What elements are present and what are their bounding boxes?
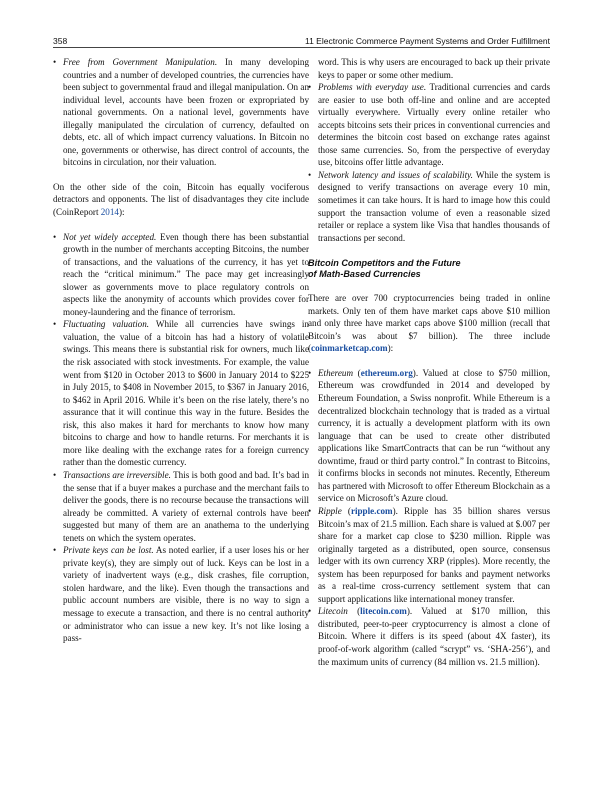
paren-open: ( — [347, 606, 361, 617]
list-item — [308, 169, 550, 244]
left-column — [53, 56, 309, 645]
section-heading-line-2: of Math-Based Currencies — [308, 269, 421, 280]
bullet-text: In many developing countries and a number of developed countries, the currencies have been subject to governmental fraud and illegal manipulation. On an individual level, accounts have been frozen or expropriated by national governments. On a national level, governments have illegally manipulated the circulation of currency, defaulted on debts, etc. all of which impact currency valuations. In Bitcoin no one, governments or otherwise, has direct control of accounts, the bitcoins in circulation, nor their valuation. — [63, 57, 309, 168]
list-item — [53, 231, 309, 319]
right-column — [308, 56, 550, 668]
bullet-term: Private keys can be lost. — [63, 545, 154, 556]
list-item — [308, 367, 550, 505]
list-item — [308, 505, 550, 605]
section-heading-line-1: Bitcoin Competitors and the Future — [308, 258, 461, 269]
list-item — [53, 544, 309, 644]
running-head: 11 Electronic Commerce Payment Systems and Order Fulfillment — [304, 36, 550, 46]
citation-link[interactable]: 2014 — [100, 207, 119, 218]
intro-paragraph — [53, 181, 309, 219]
section-paragraph-text: There are over 700 cryptocurrencies being traded in online markets. Only ten of them have market caps above $10 million and only three have market caps above $100 million (recall that Bitcoin’s was about $7 billion). The three include ( — [308, 293, 550, 354]
continuation-text: word. This is why users are encouraged to back up their private keys to paper or some other medium. — [318, 57, 550, 80]
header-rule — [53, 47, 550, 48]
section-paragraph — [308, 292, 550, 355]
bullet-term: Problems with everyday use. — [318, 82, 427, 93]
list-item — [53, 469, 309, 544]
paren-open: ( — [341, 505, 351, 516]
page-number: 358 — [53, 36, 68, 46]
bullet-text: Traditional currencies and cards are easier to use both off-line and online and are accepted virtually everywhere. Virtually every online retailer who accepts bitcoins sets their prices in conventional currencies and determines the bitcoin cost based on exchange rates against those same currencies. So, from the perspective of everyday use, bitcoins offer little advantage. — [318, 82, 550, 168]
list-item — [308, 81, 550, 169]
bullet-text: ). Ripple has 35 billion shares versus Bitcoin’s max of 21.5 million. Each share is valued at $.007 per share for a market cap close to $230 million. Ripple was originally targeted as a distributed, open source, consensus ledger with its own currency XRP (ripples). More recently, the system has been repurposed for banks and payment networks as a real-time cross-currency settlement system that can support applications like international money transfer. — [318, 505, 550, 604]
paren-open: ( — [353, 367, 361, 378]
disadvantages-list-cont — [308, 81, 550, 244]
section-heading — [308, 258, 550, 280]
bullet-text: ). Valued at close to $750 million, Ethereum was crowdfunded in 2014 and developed by Ethereum Foundation, a Swiss nonprofit. While Ethereum is a decentralized blockchain technology that is traded as a virtual currency, it is actually a development platform with its own language that can be used to create other distributed applications like SmartContracts that can be run “without any downtime, fraud or third party control.” In contrast to Bitcoins, it confirms blocks in seconds not minutes. Recently, Ethereum has partnered with Microsoft to offer Ethereum Blockchain as a service on Microsoft’s Azure cloud. — [318, 367, 550, 504]
bullet-text: Even though there has been substantial growth in the number of merchants accepting Bitcoins, the number of transactions, and the valuations of the currency, it has yet to reach the “critical minimum.” The pace may get increasingly slower as governments move to place regulatory controls on aspects like the anonymity of accounts which provides cover for money-laundering and the finance of terrorism. — [63, 231, 309, 317]
advantages-list-end — [53, 56, 309, 169]
bullet-term: Transactions are irreversible. — [63, 469, 171, 480]
competitors-list — [308, 367, 550, 668]
ethereum-link[interactable]: ethereum.org — [360, 367, 413, 378]
list-item — [308, 605, 550, 668]
ripple-link[interactable]: ripple.com — [350, 505, 393, 516]
list-item — [53, 318, 309, 469]
litecoin-link[interactable]: litecoin.com — [360, 606, 407, 617]
bullet-text: While all currencies have swings in valuation, the value of a bitcoin has had a history of volatile swings. This means there is substantial risk for owners, much like the risk associated with stock investments. For example, the value went from $120 in October 2013 to $600 in January 2014 to $225 in July 2015, to $408 in November 2015, to $367 in January 2016, to $462 in April 2016. While it’s been on the rise lately, there’s no assurance that it will continue this way in the future. Besides the risk, this also makes it hard for merchants to know how many bitcoins to charge and how to handle returns. For merchants it is more like dealing with the exchange rates for a foreign currency rather than the domestic currency. — [63, 319, 309, 468]
bullet-term: Not yet widely accepted. — [63, 231, 157, 242]
bullet-text: While the system is designed to verify transactions on average every 10 min, sometimes it can take hours. It is hard to image how this could support the transaction volume of even a reasonable sized retailer or replace a system like Visa that handles thousands of transactions per second. — [318, 169, 550, 243]
bullet-term: Fluctuating valuation. — [63, 319, 150, 330]
bullet-term: Network latency and issues of scalability. — [318, 169, 473, 180]
bullet-text: As noted earlier, if a user loses his or her private key(s), they are simply out of luck. Keys can be lost in a variety of inadvertent ways (e.g., disk crashes, file corruption, stolen hardware, and the like). Even though the transactions and public account numbers are visible, there is no way to sign a message to execute a transaction, and there is no central authority or administrator who can issue a new key. It’s not like losing a pass- — [63, 545, 309, 644]
bullet-term: Ethereum — [318, 367, 354, 378]
bullet-text: This is both good and bad. It’s bad in the sense that if a buyer makes a purchase and the merchant fails to deliver the goods, there is no recourse because the transactions will already be committed. A variety of external controls have been suggested but many of them are an anathema to the underlying tenets on which the system operates. — [63, 469, 309, 543]
coinmarketcap-link[interactable]: coinmarketcap.com — [311, 343, 388, 354]
intro-text-end: ): — [118, 207, 125, 218]
bullet-text: ). Valued at $170 million, this distributed, peer-to-peer cryptocurrency is almost a clone of Bitcoin. Where it differs is its speed (about 4X faster), its proof-of-work algorithm (called “scrypt” vs. ‘SHA-256’), and the maximum units of currency (84 million vs. 21.5 million). — [318, 606, 550, 667]
bullet-term: Ripple — [318, 505, 342, 516]
section-paragraph-end: ): — [387, 343, 394, 354]
disadvantages-list — [53, 231, 309, 645]
bullet-term: Free from Government Manipulation. — [63, 57, 218, 67]
bullet-term: Litecoin — [318, 606, 348, 617]
list-item — [53, 56, 309, 169]
intro-text: On the other side of the coin, Bitcoin has equally vociferous detractors and opponents. The list of disadvantages they cite include (CoinReport — [53, 181, 309, 218]
